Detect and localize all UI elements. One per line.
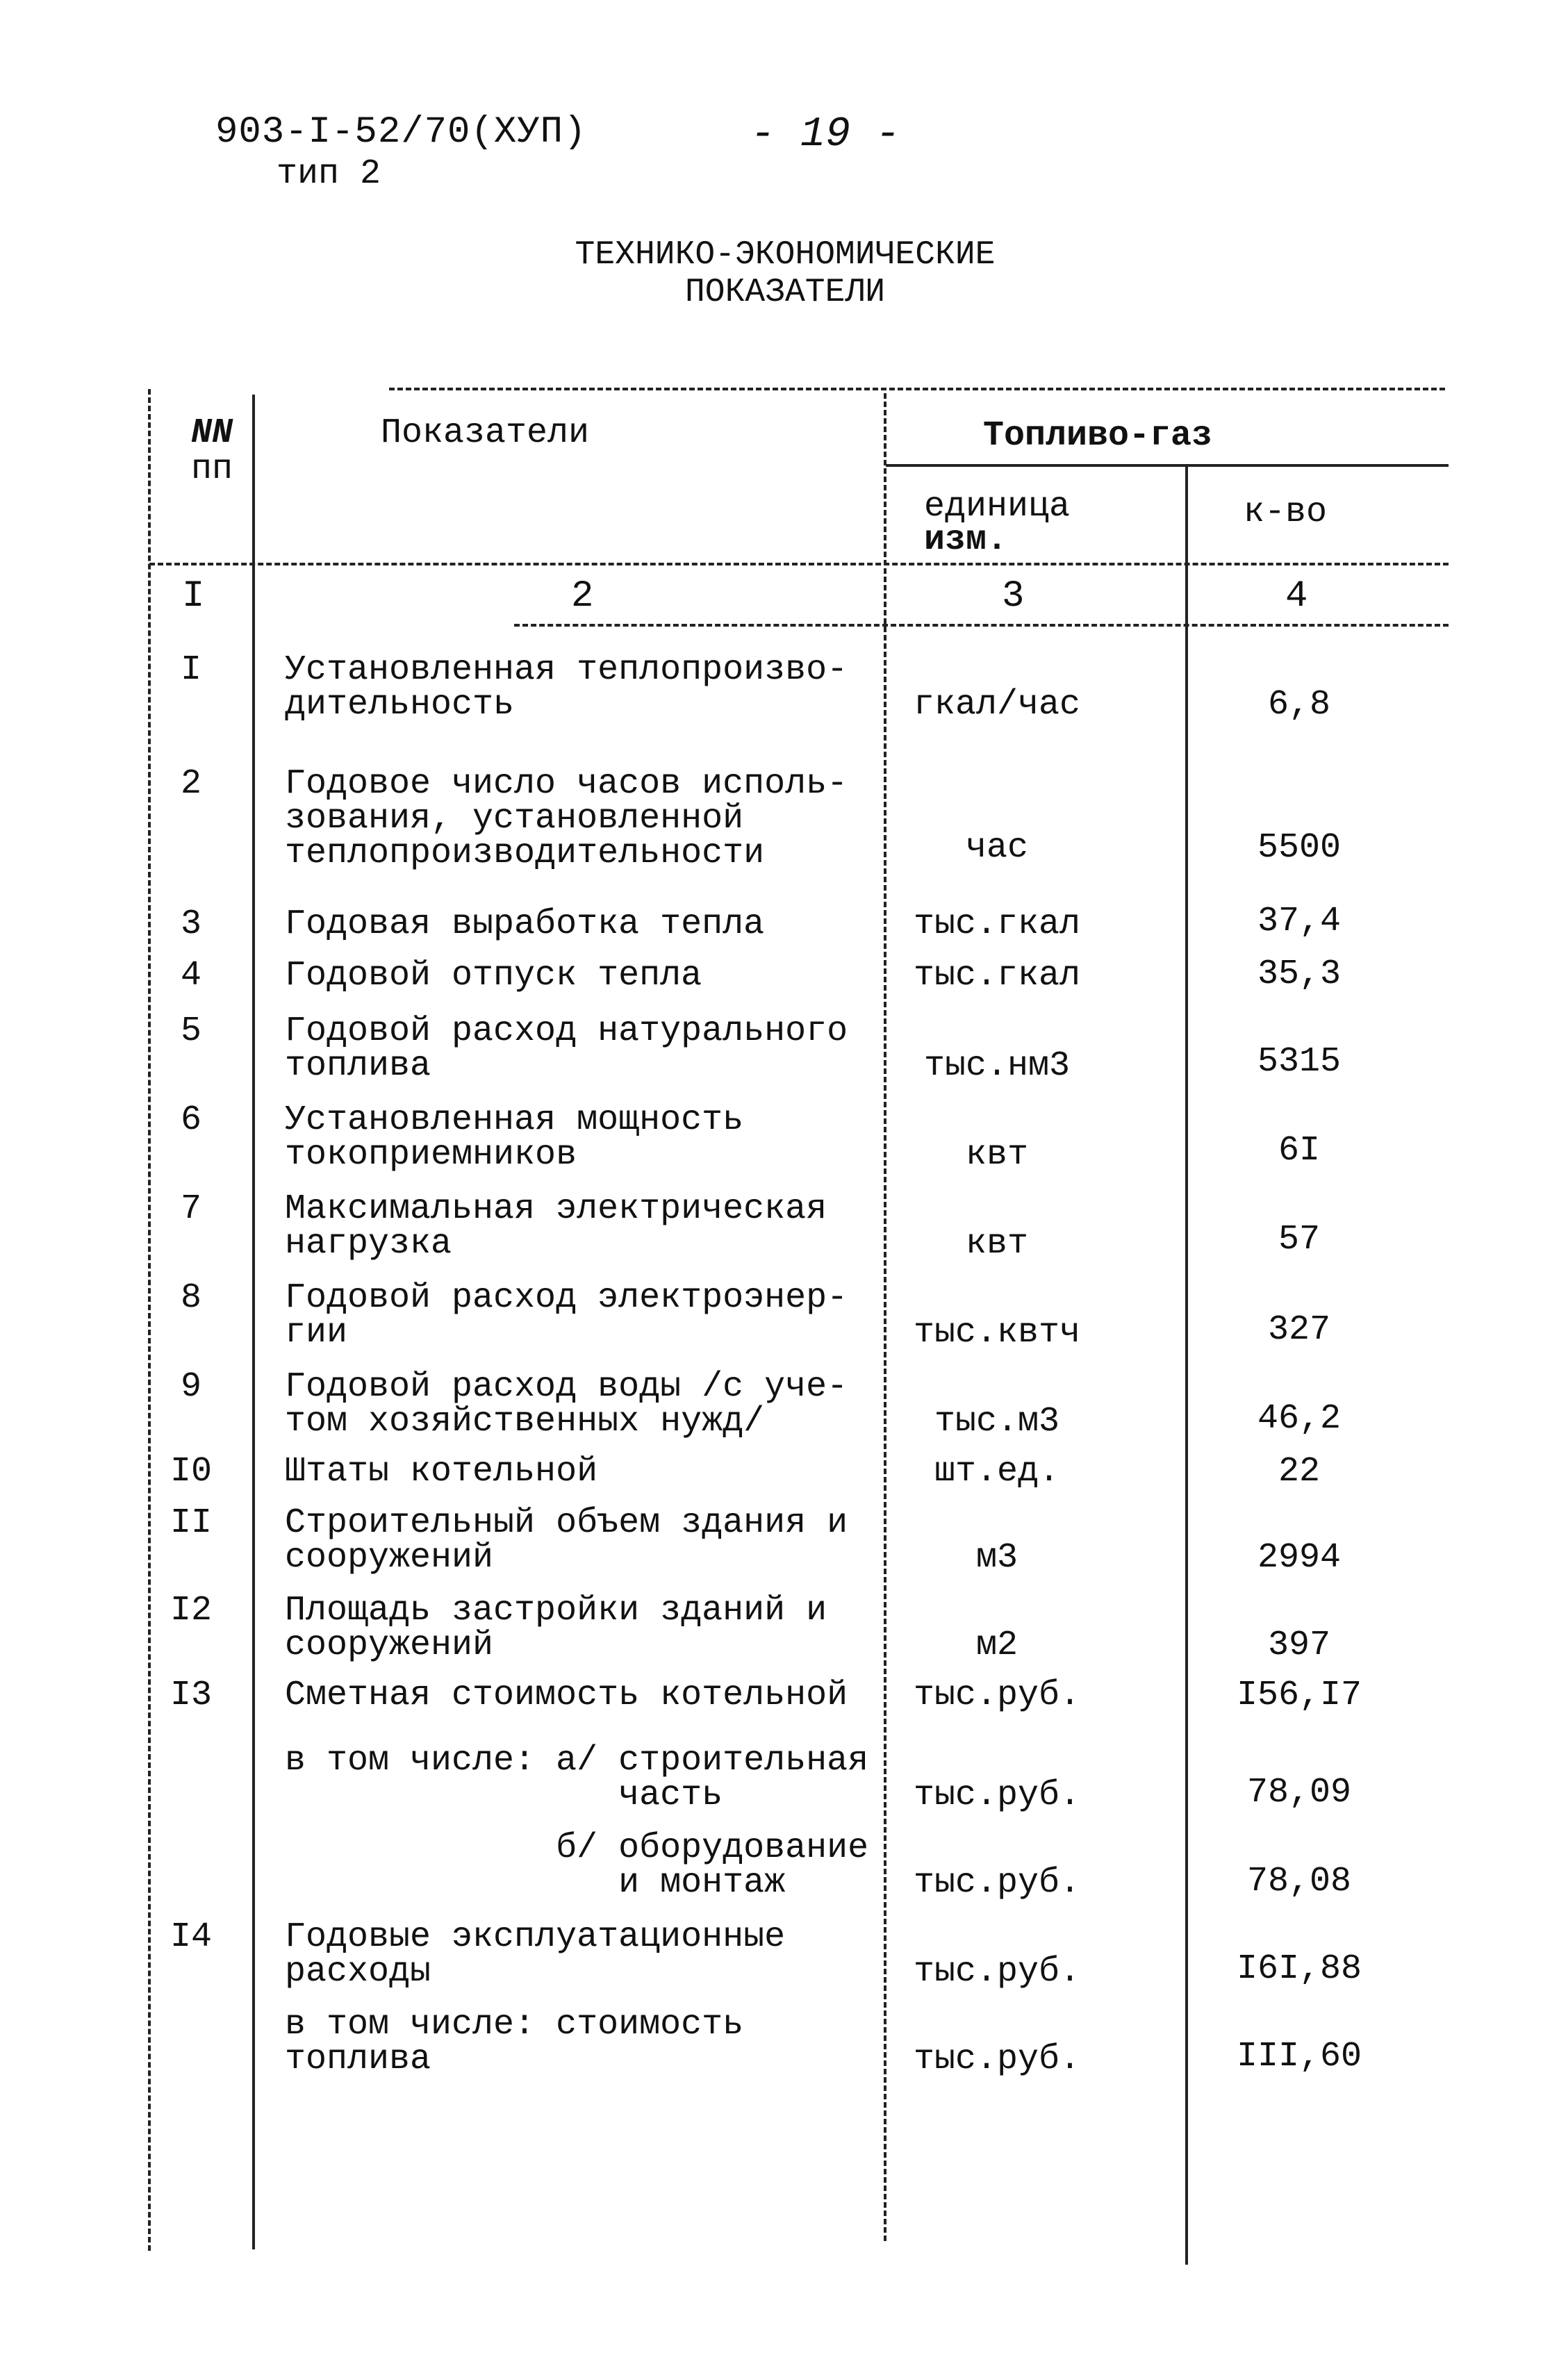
row-number: 8 bbox=[180, 1278, 201, 1318]
row-indicator: Годовой расход электроэнер- гии bbox=[285, 1278, 848, 1353]
row-indicator: Установленная мощность токоприемников bbox=[285, 1100, 744, 1175]
fuel-header-divider bbox=[886, 464, 1449, 467]
row-number: I0 bbox=[170, 1452, 212, 1491]
row-quantity: 78,08 bbox=[1246, 1862, 1352, 1901]
header-number-line-1: NN bbox=[190, 413, 233, 453]
row-indicator: в том числе: а/ строительная часть bbox=[285, 1741, 869, 1815]
header-quantity: к-во bbox=[1244, 493, 1328, 532]
row-quantity: 397 bbox=[1267, 1626, 1330, 1665]
row-number: I3 bbox=[170, 1676, 212, 1715]
row-quantity: 327 bbox=[1267, 1310, 1330, 1350]
row-number: II bbox=[170, 1503, 212, 1543]
row-unit: шт.ед. bbox=[934, 1452, 1060, 1491]
row-quantity: 57 bbox=[1278, 1220, 1320, 1259]
document-code: 903-I-52/70(XУП) bbox=[215, 111, 587, 154]
row-number: 3 bbox=[180, 904, 201, 944]
row-unit: тыс.руб. bbox=[913, 2040, 1081, 2079]
row-quantity: I6I,88 bbox=[1236, 1949, 1362, 1989]
row-quantity: 5500 bbox=[1257, 828, 1342, 868]
row-number: I bbox=[180, 650, 201, 690]
row-indicator: в том числе: стоимость топлива bbox=[285, 2005, 744, 2079]
row-unit: тыс.руб. bbox=[913, 1952, 1081, 1992]
row-indicator: Годовые эксплуатационные расходы bbox=[285, 1917, 786, 1992]
row-number: 5 bbox=[180, 1011, 201, 1051]
row-quantity: 78,09 bbox=[1246, 1773, 1352, 1812]
column-numbers-border bbox=[514, 624, 1449, 627]
row-indicator: Установленная теплопроизво- дительность bbox=[285, 650, 848, 725]
row-indicator: Строительный объем здания и сооружений bbox=[285, 1503, 848, 1578]
row-number: 2 bbox=[180, 764, 201, 804]
title-line-2: ПОКАЗАТЕЛИ bbox=[684, 274, 886, 311]
row-unit: тыс.руб. bbox=[913, 1863, 1081, 1903]
row-quantity: 37,4 bbox=[1257, 902, 1342, 941]
row-indicator: Годовое число часов исполь- зования, установленной теплопроизводительности bbox=[285, 764, 848, 873]
row-unit: тыс.гкал bbox=[913, 904, 1081, 944]
row-indicator: Годовой отпуск тепла bbox=[285, 956, 702, 995]
header-bottom-border bbox=[149, 563, 1449, 565]
document-type: тип 2 bbox=[277, 154, 381, 194]
row-number: 6 bbox=[180, 1100, 201, 1140]
row-number: 4 bbox=[180, 956, 201, 995]
page-title bbox=[486, 236, 1084, 311]
row-number: 9 bbox=[180, 1367, 201, 1407]
row-unit: м2 bbox=[975, 1626, 1018, 1665]
row-indicator: б/ оборудование и монтаж bbox=[556, 1828, 869, 1903]
row-unit: тыс.руб. bbox=[913, 1776, 1081, 1815]
row-quantity: 22 bbox=[1278, 1452, 1320, 1491]
row-indicator: Годовой расход воды /с уче- том хозяйственных нужд/ bbox=[285, 1367, 848, 1441]
table-top-border bbox=[389, 388, 1445, 390]
row-quantity: 5315 bbox=[1257, 1042, 1342, 1082]
row-quantity: 2994 bbox=[1257, 1538, 1342, 1578]
row-unit: м3 bbox=[975, 1538, 1018, 1578]
column-number-2: 2 bbox=[571, 575, 594, 618]
header-indicators: Показатели bbox=[381, 413, 590, 453]
row-quantity: 46,2 bbox=[1257, 1399, 1342, 1439]
row-unit: квт bbox=[965, 1135, 1028, 1175]
row-number: 7 bbox=[180, 1189, 201, 1229]
row-unit: час bbox=[965, 828, 1028, 868]
row-quantity: 6I bbox=[1278, 1131, 1320, 1171]
header-unit bbox=[924, 487, 1071, 560]
row-unit: тыс.гкал bbox=[913, 956, 1081, 995]
row-unit: квт bbox=[965, 1224, 1028, 1264]
row-quantity: III,60 bbox=[1236, 2037, 1362, 2076]
number-column-divider bbox=[252, 395, 255, 2249]
page-number: - 19 - bbox=[750, 111, 901, 158]
row-indicator: Годовая выработка тепла bbox=[285, 904, 765, 944]
row-quantity: 35,3 bbox=[1257, 955, 1342, 994]
row-unit: тыс.руб. bbox=[913, 1676, 1081, 1715]
row-number: I2 bbox=[170, 1591, 212, 1630]
header-number-line-2: пп bbox=[190, 449, 233, 489]
row-indicator: Площадь застройки зданий и сооружений bbox=[285, 1591, 827, 1665]
row-quantity: I56,I7 bbox=[1236, 1676, 1362, 1715]
header-unit-line-2: изм. bbox=[924, 520, 1008, 560]
row-unit: тыс.квтч bbox=[913, 1313, 1081, 1353]
row-quantity: 6,8 bbox=[1267, 685, 1330, 725]
row-unit: тыс.нм3 bbox=[923, 1046, 1071, 1086]
column-number-1: I bbox=[182, 575, 205, 618]
column-number-3: 3 bbox=[1002, 575, 1025, 618]
header-fuel-gas: Топливо-газ bbox=[983, 416, 1213, 456]
header-number bbox=[188, 415, 236, 488]
unit-column-divider bbox=[1185, 465, 1188, 2265]
row-indicator: Максимальная электрическая нагрузка bbox=[285, 1189, 827, 1264]
row-indicator: Годовой расход натурального топлива bbox=[285, 1011, 848, 1086]
title-line-1: ТЕХНИКО-ЭКОНОМИЧЕСКИЕ bbox=[575, 236, 996, 274]
row-unit: гкал/час bbox=[913, 685, 1081, 725]
column-number-4: 4 bbox=[1285, 575, 1308, 618]
row-indicator: Штаты котельной bbox=[285, 1452, 598, 1491]
row-number: I4 bbox=[170, 1917, 212, 1957]
row-indicator: Сметная стоимость котельной bbox=[285, 1676, 848, 1715]
header-unit-line-1: единица bbox=[924, 487, 1071, 527]
row-unit: тыс.м3 bbox=[934, 1402, 1060, 1441]
